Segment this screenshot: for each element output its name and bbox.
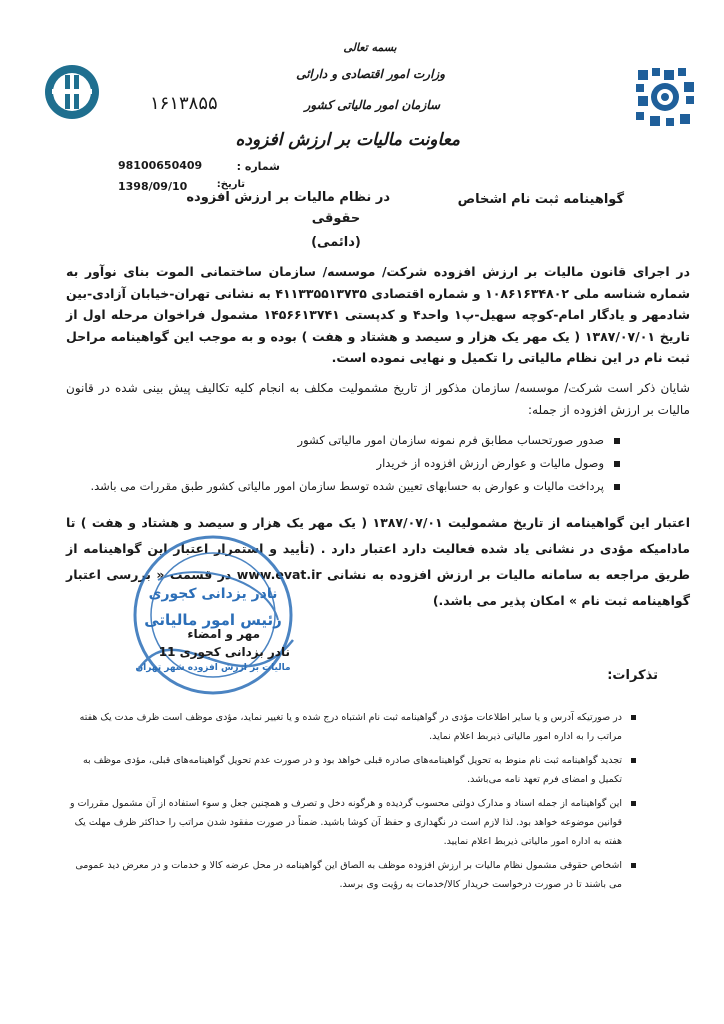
deputy-name: معاونت مالیات بر ارزش افزوده [235, 130, 460, 150]
validity-paragraph: اعتبار این گواهینامه از تاریخ مشمولیت ۱۳۸۷/۰۷/۰۱ ( یک مهر یک هزار و سیصد و هشتاد و هفت ) تا مادامیکه مؤدی در نشانی یاد شده فعالیت دارد اعتبار دارد . (تأیید و استمرار اعتبار این گواهینامه از طریق مراجعه به سامانه مالیات بر ارزش افزوده به نشانی www.evat.ir در قسمت « بررسی اعتبار گواهینامه ثبت نام » امکان پذیر می باشد.) [66, 515, 690, 608]
list-item: تجدید گواهینامه ثبت نام منوط به تحویل گواهینامه‌های صادره قبلی خواهد بود و در صورت عدم تحویل گواهینامه‌های قبلی، مؤدی موظف به تکمیل و امضای فرم تعهد نامه می‌باشد. [66, 751, 636, 789]
list-item: این گواهینامه از جمله اسناد و مدارک دولتی محسوب گردیده و هرگونه دخل و تصرف و همچنین جعل و سوء استفاده از آن مشمول مقررات و قوانین موضوعه خواهد بود. لذا لازم است در نگهداری و حفظ آن کوشا باشید. ضمناً در صورت مفقود شدن مراتب را حداکثر ظرف مهلت یک هفته به اداره امور مالیاتی ذیربط اعلام نمایید. [66, 794, 636, 851]
number-value: 98100650409 [118, 159, 203, 172]
official-seal-icon [118, 520, 308, 710]
certificate-duration: (دائمی) [311, 235, 361, 250]
organization-name: سازمان امور مالیاتی کشور [304, 98, 440, 112]
date-label: تاریخ: [216, 179, 245, 190]
notes-list [66, 708, 636, 899]
ministry-name: وزارت امور اقتصادی و دارائی [296, 67, 445, 81]
certificate-body-paragraph: در اجرای قانون مالیات بر ارزش افزوده شرکت/ موسسه/ سازمان ساختمانی الموت بنای نوآور به شماره شناسه ملی ۱۰۸۶۱۶۳۴۸۰۲ و شماره اقتصادی ۴۱۱۳۳۵۵۱۳۷۳۵ به نشانی تهران-خیابان آزادی-بین شادمهر و یادگار امام-کوچه سهیل-پ۱ واحد۴ و کدپستی ۱۴۵۶۶۱۳۷۴۱ مشمول فراخوان مرحله اول از تاریخ ۱۳۸۷/۰۷/۰۱ ( یک مهر یک هزار و سیصد و هشتاد و هفت ) بوده و به موجب این گواهینامه مراحل ثبت نام در این نظام مالیاتی را تکمیل و نهایی نموده است. [66, 264, 691, 365]
date-value: 1398/09/10 [118, 180, 188, 193]
list-item: پرداخت مالیات و عوارض به حسابهای تعیین شده توسط سازمان امور مالیاتی کشور طبق مقررات می باشد. [100, 475, 620, 498]
list-item: در صورتیکه آدرس و یا سایر اطلاعات مؤدی در گواهینامه ثبت نام اشتباه درج شده و یا تغییر نماید، مؤدی موظف است ظرف مدت یک هفته مراتب را به اداره امور مالیاتی ذیربط اعلام نماید. [66, 708, 636, 746]
obligations-intro: شایان ذکر است شرکت/ موسسه/ سازمان مذکور از تاریخ مشمولیت مکلف به انجام کلیه تکالیف پیش بینی شده در قانون مالیات بر ارزش افزوده از جمله: [66, 381, 690, 417]
entity-type: حقوقی [311, 211, 361, 226]
list-item: صدور صورتحساب مطابق فرم نمونه سازمان امور مالیاتی کشور [100, 429, 620, 452]
signatory-name: نادر بزدانی کجوری 11 [158, 645, 290, 659]
document-number: ۱۶۱۳۸۵۵ [150, 93, 218, 114]
certificate-title-system: در نظام مالیات بر ارزش افزوده [186, 190, 390, 205]
tax-organization-logo-icon [42, 62, 102, 122]
number-label: شماره : [236, 160, 280, 173]
list-item: اشخاص حقوقی مشمول نظام مالیات بر ارزش افزوده موظف به الصاق این گواهینامه در محل عرضه کالا و خدمات و در معرض دید عمومی می باشند تا در صورت درخواست خریدار کالا/خدمات به رؤیت وی برسد. [66, 856, 636, 894]
notes-title: تذکرات: [607, 668, 658, 683]
bismillah-heading: بسمه تعالی [343, 41, 397, 54]
ministry-emblem-icon [634, 66, 696, 128]
stamp-text-bottom: مالیات بر ارزش افزوده شهر تهران [135, 663, 291, 673]
stamp-text-mid: رئیس امور مالیاتی [144, 611, 282, 629]
obligations-list [90, 429, 620, 498]
list-item: وصول مالیات و عوارض ارزش افزوده از خریدار [100, 452, 620, 475]
stamp-text-top: نادر یزدانی کجوری [148, 586, 278, 602]
certificate-title: گواهینامه ثبت نام اشخاص [457, 192, 624, 207]
signature-label: مهر و امضاء [187, 627, 260, 641]
